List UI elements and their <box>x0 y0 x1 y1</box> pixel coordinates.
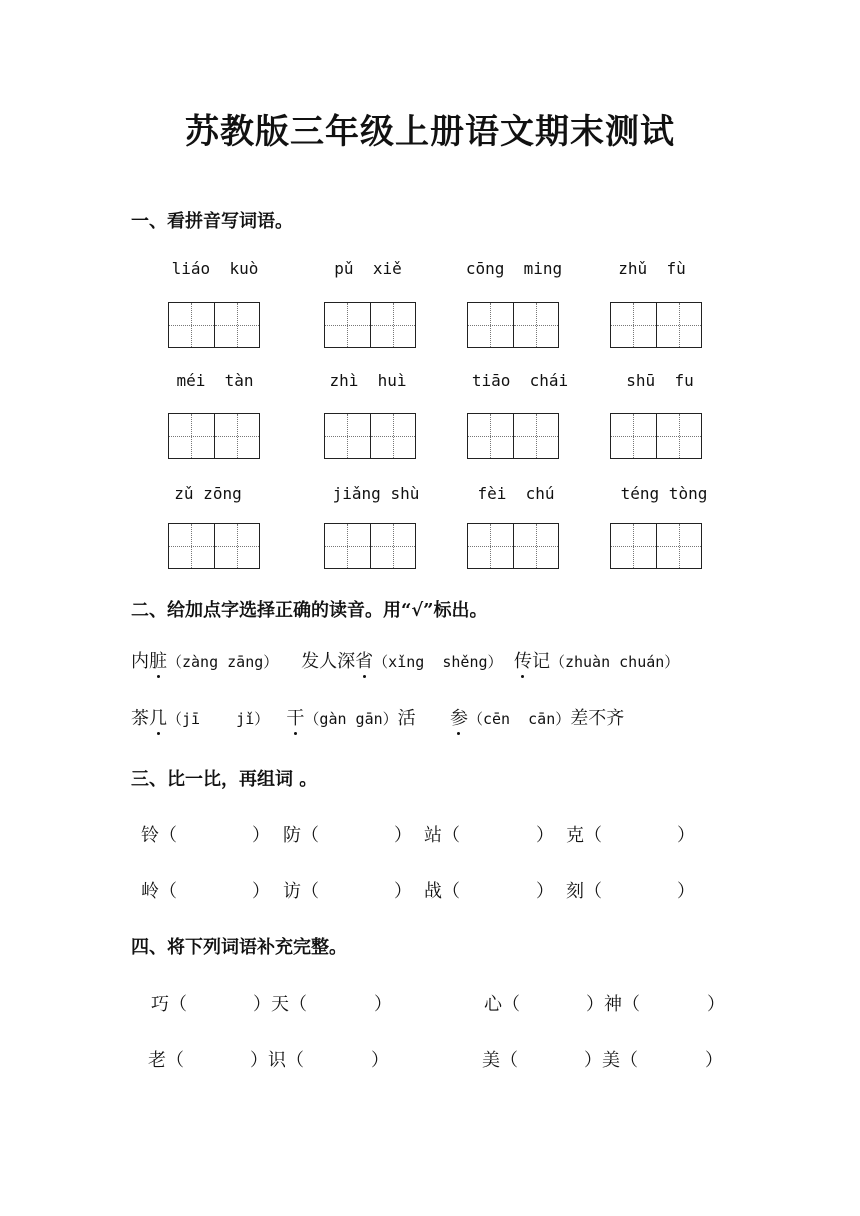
blank-close: ） <box>394 825 412 846</box>
pronunciation-line-2 <box>131 704 624 730</box>
pinyin-options[interactable]: （xǐng shěng） <box>373 653 503 671</box>
compare-char: 铃（ <box>141 825 177 846</box>
pinyin-options[interactable]: （cēn cān） <box>467 710 571 728</box>
blank-close: ） <box>707 994 725 1015</box>
writing-grid[interactable] <box>168 523 260 569</box>
blank-close: ） <box>374 994 392 1015</box>
pinyin-label: téng tòng <box>620 484 708 503</box>
word-text: 发人深 <box>301 651 356 672</box>
pinyin-options[interactable]: （jī jǐ） <box>167 710 270 728</box>
compare-char: 刻（ <box>566 881 602 902</box>
pronunciation-line-1 <box>131 647 679 673</box>
blank-close: ） <box>536 881 554 902</box>
idiom-part: ）天（ <box>253 994 307 1015</box>
compare-char: 战（ <box>424 881 460 902</box>
dotted-char: 参 <box>450 704 468 730</box>
dotted-char: 脏 <box>149 647 167 673</box>
writing-grid[interactable] <box>324 523 416 569</box>
pinyin-label: méi tàn <box>176 371 254 390</box>
writing-grid[interactable] <box>168 413 260 459</box>
pinyin-label: liáo kuò <box>171 259 259 278</box>
pinyin-label: zhǔ fù <box>618 259 686 278</box>
writing-grid[interactable] <box>610 302 702 348</box>
blank-close: ） <box>677 881 695 902</box>
dotted-char: 干 <box>286 704 304 730</box>
pinyin-label: zhì huì <box>329 371 407 390</box>
section-3-heading: 三、比一比，再组词 。 <box>131 769 318 790</box>
pinyin-options[interactable]: （gàn gān） <box>304 710 398 728</box>
blank-close: ） <box>252 881 270 902</box>
compare-char: 防（ <box>283 825 319 846</box>
pinyin-label: shū fu <box>626 371 694 390</box>
pinyin-label: zǔ zōng <box>174 484 242 503</box>
writing-grid[interactable] <box>467 413 559 459</box>
writing-grid[interactable] <box>610 413 702 459</box>
section-2-heading: 二、给加点字选择正确的读音。用“√”标出。 <box>131 600 488 621</box>
word-text: 记 <box>531 651 550 672</box>
writing-grid[interactable] <box>610 523 702 569</box>
word-text: 内 <box>131 651 149 672</box>
blank-close: ） <box>536 825 554 846</box>
compare-char: 岭（ <box>141 881 177 902</box>
blank-close: ） <box>394 881 412 902</box>
idiom-part: 心（ <box>484 994 520 1015</box>
compare-char: 站（ <box>424 825 460 846</box>
pinyin-label: cōng ming <box>465 259 563 278</box>
idiom-part: 美（ <box>482 1050 518 1071</box>
writing-grid[interactable] <box>168 302 260 348</box>
pinyin-label: pǔ xiě <box>334 259 402 278</box>
dotted-char: 省 <box>355 647 373 673</box>
word-text: 差不齐 <box>570 708 625 729</box>
blank-close: ） <box>371 1050 389 1071</box>
blank-close: ） <box>677 825 695 846</box>
page-title: 苏教版三年级上册语文期末测试 <box>185 112 675 152</box>
compare-char: 访（ <box>283 881 319 902</box>
section-4-heading: 四、将下列词语补充完整。 <box>131 937 347 958</box>
idiom-part: ）美（ <box>584 1050 638 1071</box>
compare-char: 克（ <box>566 825 602 846</box>
idiom-part: ）神（ <box>586 994 640 1015</box>
writing-grid[interactable] <box>467 523 559 569</box>
idiom-part: 老（ <box>148 1050 184 1071</box>
pinyin-label: tiāo chái <box>471 371 569 390</box>
idiom-part: ）识（ <box>250 1050 304 1071</box>
word-text: 茶 <box>131 708 149 729</box>
blank-close: ） <box>705 1050 723 1071</box>
dotted-char: 几 <box>149 704 167 730</box>
writing-grid[interactable] <box>324 413 416 459</box>
section-1-heading: 一、看拼音写词语。 <box>131 211 293 232</box>
pinyin-label: jiǎng shù <box>332 484 420 503</box>
pinyin-label: fèi chú <box>477 484 555 503</box>
blank-close: ） <box>252 825 270 846</box>
writing-grid[interactable] <box>467 302 559 348</box>
word-text: 活 <box>397 708 416 729</box>
idiom-part: 巧（ <box>151 994 187 1015</box>
pinyin-options[interactable]: （zhuàn chuán） <box>549 653 680 671</box>
dotted-char: 传 <box>514 647 532 673</box>
pinyin-options[interactable]: （zàng zāng） <box>167 653 279 671</box>
writing-grid[interactable] <box>324 302 416 348</box>
